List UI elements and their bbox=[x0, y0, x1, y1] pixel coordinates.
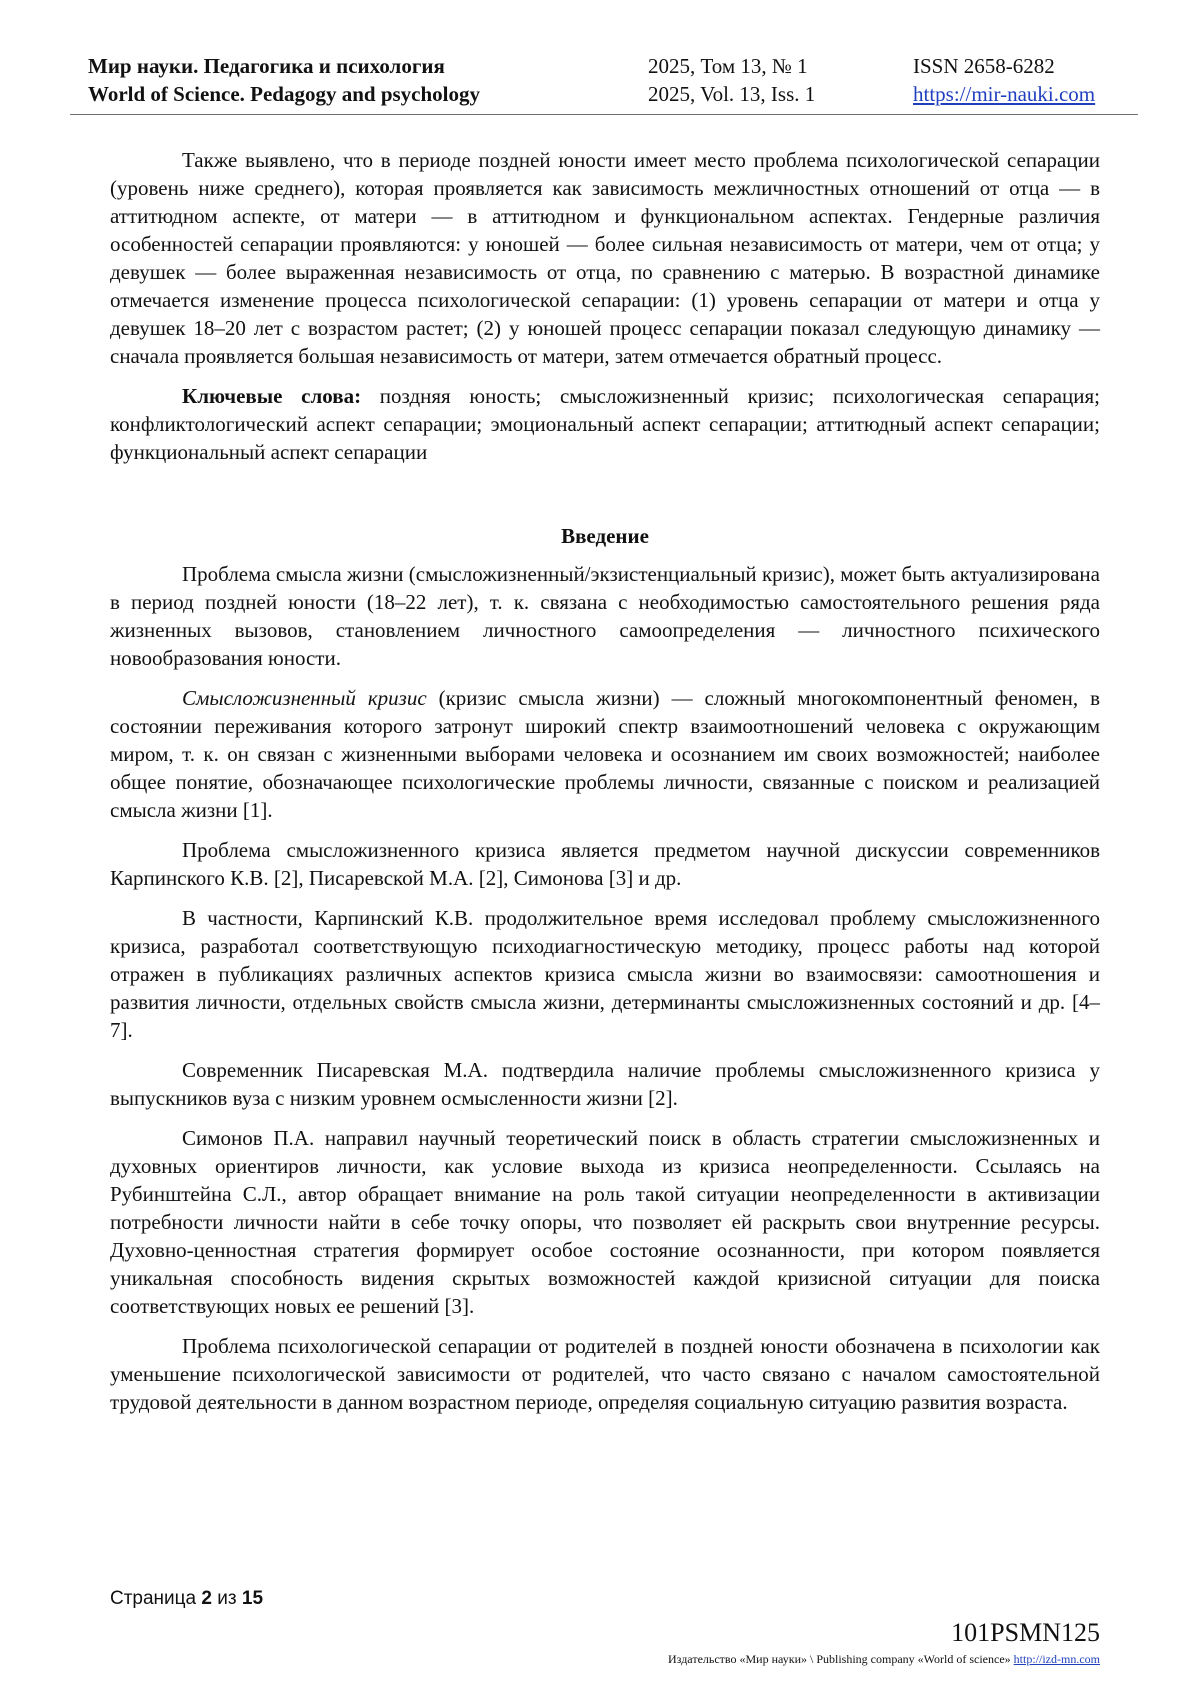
journal-title-ru: Мир науки. Педагогика и психология bbox=[88, 54, 445, 78]
issue-info-en: 2025, Vol. 13, Iss. 1 bbox=[648, 82, 816, 106]
keywords-label: Ключевые слова: bbox=[182, 384, 362, 408]
article-code: 101PSMN125 bbox=[951, 1618, 1100, 1647]
journal-title bbox=[88, 52, 480, 108]
journal-title-en: World of Science. Pedagogy and psychology bbox=[88, 82, 481, 106]
publisher-text: Издательство «Мир науки» \ Publishing company «World of science» bbox=[668, 1652, 1014, 1666]
page-total: 15 bbox=[241, 1588, 264, 1609]
abstract-paragraph: Также выявлено, что в периоде поздней юности имеет место проблема психологической сепарации (уровень ниже среднего), которая проявляется как зависимость межличностных отношений от отца — в аттитюдном аспекте, от матери — в аттитюдном и функциональном аспектах. Гендерные различия особенностей сепарации проявляются: у юношей — более сильная независимость от матери, чем от отца; у девушек — более выраженная независимость от отца, по сравнению с матерью. В возрастной динамике отмечается изменение процесса психологической сепарации: (1) уровень сепарации от матери и отца у девушек 18–20 лет с возрастом растет; (2) у юношей процесс сепарации показал следующую динамику — сначала проявляется большая независимость от матери, затем отмечается обратный процесс. bbox=[110, 148, 1100, 368]
issue-info-ru: 2025, Том 13, № 1 bbox=[648, 54, 808, 78]
term-italic: Смысложизненный кризис bbox=[182, 686, 427, 710]
publisher-url-link[interactable]: http://izd-mn.com bbox=[1013, 1652, 1100, 1666]
section-title-introduction: Введение bbox=[561, 524, 649, 548]
keywords-text: поздняя юность; смысложизненный кризис; психологическая сепарация; конфликтологический аспект сепарации; эмоциональный аспект сепарации; аттитюдный аспект сепарации; функциональный аспект сепарации bbox=[110, 384, 1100, 464]
issn: ISSN 2658-6282 bbox=[913, 54, 1055, 78]
journal-header bbox=[88, 52, 1118, 114]
intro-paragraph-3: Проблема смысложизненного кризиса является предметом научной дискуссии современников Карпинского К.В. [2], Писаревской М.А. [2], Симонова [3] и др. bbox=[110, 838, 1100, 890]
intro-paragraph-2-text: (кризис смысла жизни) — сложный многокомпонентный феномен, в состоянии переживания которого затронут широкий спектр взаимоотношений человека с окружающим миром, т. к. он связан с жизненными выборами человека и осознанием им своих возможностей; наиболее общее понятие, обозначающее психологические проблемы личности, связанные с поиском и реализацией смысла жизни [1]. bbox=[110, 686, 1100, 822]
page-current: 2 bbox=[201, 1588, 212, 1609]
journal-url-link[interactable]: https://mir-nauki.com bbox=[913, 82, 1096, 106]
intro-paragraph-2 bbox=[110, 684, 1100, 824]
page-number bbox=[110, 1588, 263, 1610]
intro-paragraph-7: Проблема психологической сепарации от родителей в поздней юности обозначена в психологии как уменьшение психологической зависимости от родителей, что часто связано с началом самостоятельной трудовой деятельности в данном возрастном периоде, определяя социальную ситуацию развития возраста. bbox=[110, 1334, 1100, 1414]
intro-paragraph-6: Симонов П.А. направил научный теоретический поиск в область стратегии смысложизненных и духовных ориентиров личности, как условие выхода из кризиса неопределенности. Ссылаясь на Рубинштейна С.Л., автор обращает внимание на роль такой ситуации неопределенности в активизации потребности личности найти в себе точку опоры, что позволяет ей раскрыть свои внутренние ресурсы. Духовно-ценностная стратегия формирует особое состояние осознанности, при котором появляется уникальная способность видения скрытых возможностей каждой кризисной ситуации для поиска соответствующих новых ее решений [3]. bbox=[110, 1126, 1100, 1318]
intro-paragraph-5: Современник Писаревская М.А. подтвердила наличие проблемы смысложизненного кризиса у выпускников вуза с низким уровнем осмысленности жизни [2]. bbox=[110, 1058, 1100, 1110]
publisher-line bbox=[668, 1652, 1100, 1667]
article-body bbox=[110, 146, 1100, 1428]
intro-paragraph-4: В частности, Карпинский К.В. продолжительное время исследовал проблему смысложизненного кризиса, разработал соответствующую психодиагностическую методику, процесс работы над которой отражен в публикациях различных аспектов кризиса смысла жизни во взаимосвязи: самоотношения и развития личности, отдельных свойств смысла жизни, детерминанты смысложизненных состояний и др. [4–7]. bbox=[110, 906, 1100, 1042]
issue-info bbox=[648, 52, 815, 108]
page-sep: из bbox=[211, 1588, 242, 1609]
issn-block bbox=[913, 52, 1095, 108]
intro-paragraph-1: Проблема смысла жизни (смысложизненный/экзистенциальный кризис), может быть актуализирована в период поздней юности (18–22 лет), т. к. связана с необходимостью самостоятельного решения ряда жизненных вызовов, становлением личностного самоопределения — личностного психического новообразования юности. bbox=[110, 562, 1100, 670]
header-divider bbox=[70, 114, 1138, 115]
page-prefix: Страница bbox=[110, 1588, 202, 1609]
keywords bbox=[110, 382, 1100, 466]
